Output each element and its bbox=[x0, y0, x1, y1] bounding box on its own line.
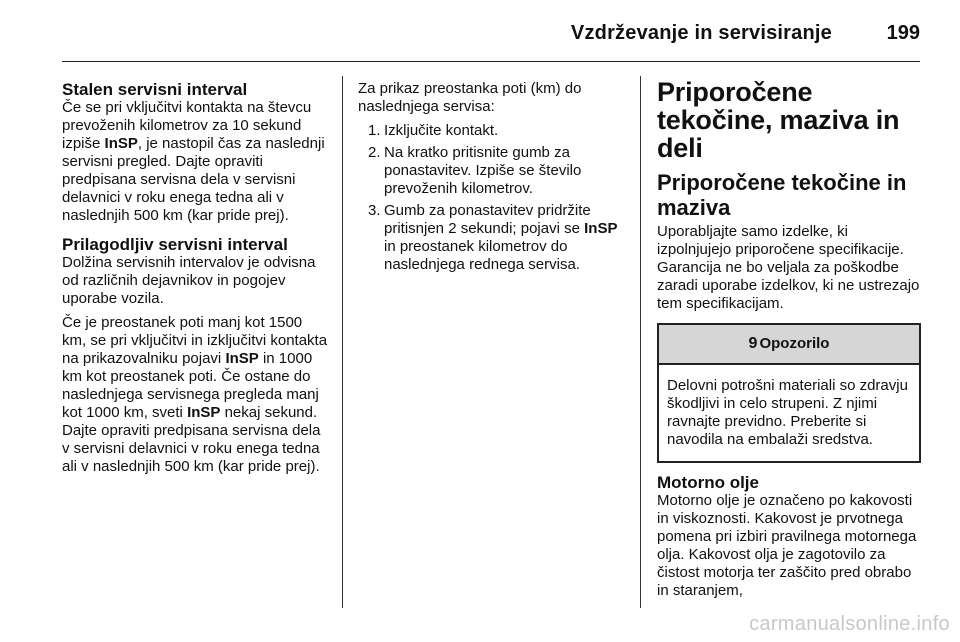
paragraph-intro: Za prikaz preostanka poti (km) do naslednjega servisa: bbox=[358, 80, 582, 115]
column-divider-right bbox=[640, 76, 641, 608]
insp-code: InSP bbox=[584, 220, 618, 237]
steps-list bbox=[358, 122, 628, 274]
list-item: 2. Na kratko pritisnite gumb za ponastavitev. Izpiše se število prevoženih kilometrov. bbox=[368, 144, 582, 197]
column-divider-left bbox=[342, 76, 343, 608]
paragraph-prilagodljiv: Dolžina servisnih intervalov je odvisna od različnih dejavnikov in pogojev uporabe vozila. bbox=[62, 254, 316, 307]
column-left bbox=[62, 80, 330, 476]
insp-code: InSP bbox=[187, 404, 221, 421]
insp-code: InSP bbox=[104, 135, 138, 152]
watermark: carmanualsonline.info bbox=[749, 613, 950, 635]
paragraph-preostanek: Če je preostanek poti manj kot 1500 km, se pri vključitvi in izključitvi kontakta na prikazovalniku pojavi InSP in 1000 km kot preostanek poti. Če ostane do naslednjega servisnega pregleda manj kot 1000 km, sveti InSP nekaj sekund. Dajte opraviti predpisana servisna dela v servisni delavnici v roku enega tedna ali v naslednjih 500 km (kar pride prej). bbox=[62, 314, 328, 475]
column-middle bbox=[358, 80, 628, 278]
heading-priporocene-tekocine-maziva: Priporočene tekočine in maziva bbox=[657, 170, 907, 220]
warning-icon: 9 bbox=[748, 335, 758, 352]
paragraph-motorno-olje: Motorno olje je označeno po kakovosti in viskoznosti. Kakovost je prvotnega pomena pri izbiri pravilnega motornega olja. Kakovost olja je zagotovilo za čistost motorja ter zaščito pred obrabo in staranjem, bbox=[657, 492, 917, 599]
page-title: Vzdrževanje in servisiranje bbox=[570, 22, 832, 44]
heading-motorno-olje: Motorno olje bbox=[657, 473, 759, 492]
list-item: 1. Izključite kontakt. bbox=[368, 122, 499, 139]
warning-body: Delovni potrošni materiali so zdravju škodljivi in celo strupeni. Z njimi ravnajte previdno. Preberite si navodila na embalaži sredstva. bbox=[667, 377, 908, 448]
heading-stalen-servisni-interval: Stalen servisni interval bbox=[62, 80, 248, 99]
column-right bbox=[657, 78, 921, 600]
warning-box bbox=[657, 323, 921, 463]
heading-priporocene-tekocine-maziva-deli: Priporočene tekočine, maziva in deli bbox=[657, 77, 900, 163]
paragraph-stalen: Če se pri vključitvi kontakta na števcu prevoženih kilometrov za 10 sekund izpiše InSP, je nastopil čas za naslednji servisni pregled. Dajte opraviti predpisana servisna dela v servisni delavnici v roku enega tedna ali v naslednjih 500 km (kar pride prej). bbox=[62, 99, 325, 224]
heading-prilagodljiv-servisni-interval: Prilagodljiv servisni interval bbox=[62, 235, 288, 254]
warning-header bbox=[659, 325, 919, 365]
insp-code: InSP bbox=[225, 350, 259, 367]
page-header bbox=[62, 14, 920, 62]
warning-title: Opozorilo bbox=[759, 335, 830, 352]
list-item: 3. Gumb za ponastavitev pridržite pritisnjen 2 sekundi; pojavi se InSP in preostanek kilometrov do naslednjega rednega servisa. bbox=[368, 202, 618, 273]
paragraph-specifikacije: Uporabljajte samo izdelke, ki izpolnjujejo priporočene specifikacije. Garancija ne bo veljala za poškodbe zaradi uporabe izdelkov, ki ne ustrezajo tem specifikacijam. bbox=[657, 223, 920, 312]
page-number: 199 bbox=[886, 22, 920, 44]
